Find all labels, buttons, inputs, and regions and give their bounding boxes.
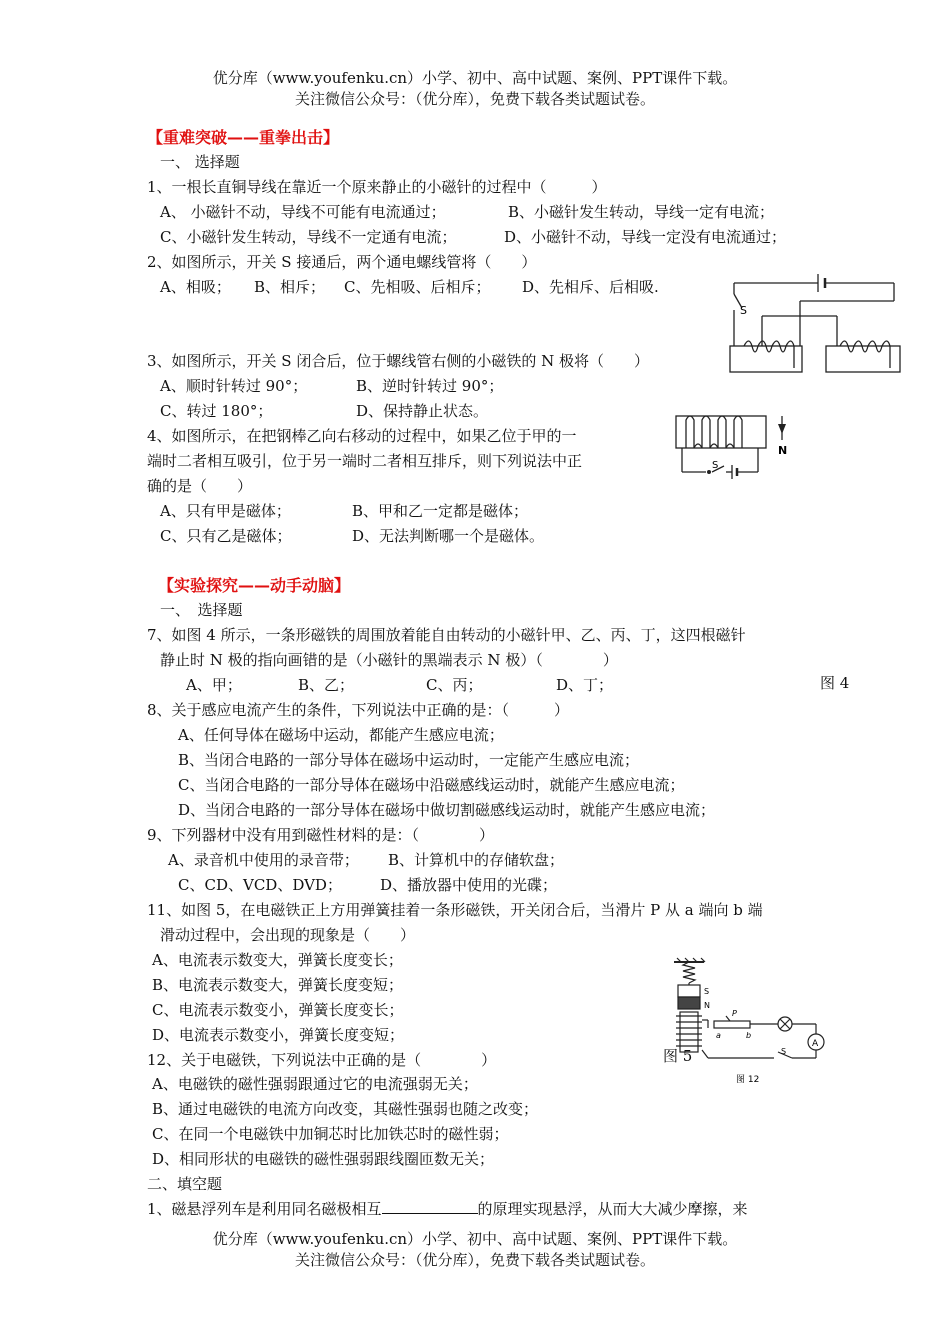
- q1-stem: 1、一根长直铜导线在靠近一个原来静止的小磁针的过程中（ ）: [147, 178, 607, 196]
- q12-option-c: C、在同一个电磁铁中加铜芯时比加铁芯时的磁性弱；: [152, 1125, 509, 1143]
- electromagnet-figure: [660, 958, 830, 1088]
- q1-option-c: C、小磁针发生转动，导线不一定通有电流；: [160, 228, 457, 246]
- fill-q1-after: 的原理实现悬浮，从而大大减少摩擦，来: [477, 1200, 748, 1218]
- q11-stem-2: 滑动过程中，会出现的现象是（ ）: [160, 926, 416, 944]
- q4-option-d: D、无法判断哪一个是磁体。: [352, 527, 545, 545]
- header-line-1: 优分库（www.youfenku.cn）小学、初中、高中试题、案例、PPT课件下载。: [212, 69, 738, 87]
- solenoid-magnet-figure: [672, 410, 800, 490]
- fill-q1: [147, 1199, 748, 1219]
- section-title-1: 【重难突破——重拳出击】: [147, 128, 340, 147]
- q7-stem-1: 7、如图 4 所示，一条形磁铁的周围放着能自由转动的小磁针甲、乙、丙、丁，这四根磁针: [147, 626, 746, 644]
- q9-option-b: B、计算机中的存储软盘；: [388, 851, 565, 869]
- q8-option-a: A、任何导体在磁场中运动，都能产生感应电流；: [178, 726, 504, 744]
- ammeter-label: A: [812, 1039, 819, 1049]
- figure-5-label: 图 5: [663, 1047, 693, 1065]
- q12-option-b: B、通过电磁铁的电流方向改变，其磁性强弱也随之改变；: [152, 1100, 539, 1118]
- q1-option-d: D、小磁针不动，导线一定没有电流通过；: [504, 228, 787, 246]
- q7-option-a: A、甲；: [186, 676, 242, 694]
- switch-s-label: S: [781, 1047, 787, 1056]
- q8-stem: 8、关于感应电流产生的条件，下列说法中正确的是：（ ）: [147, 701, 570, 719]
- footer-line-1: 优分库（www.youfenku.cn）小学、初中、高中试题、案例、PPT课件下载。: [212, 1230, 738, 1248]
- q2-stem: 2、如图所示，开关 S 接通后，两个通电螺线管将（ ）: [147, 253, 537, 271]
- q3-option-a: A、顺时针转过 90°；: [160, 377, 308, 395]
- q2-option-d: D、先相斥、后相吸.: [522, 278, 659, 296]
- two-solenoids-figure: [722, 268, 908, 376]
- q12-stem: 12、关于电磁铁，下列说法中正确的是（ ）: [147, 1051, 497, 1069]
- q12-option-d: D、相同形状的电磁铁的磁性强弱跟线圈匝数无关；: [152, 1150, 495, 1168]
- q8-option-d: D、当闭合电路的一部分导体在磁场中做切割磁感线运动时，就能产生感应电流；: [178, 801, 716, 819]
- q7-option-d: D、丁；: [556, 676, 614, 694]
- q9-stem: 9、下列器材中没有用到磁性材料的是：（ ）: [147, 826, 495, 844]
- q9-option-c: C、CD、VCD、DVD；: [178, 876, 342, 894]
- q12-option-a: A、电磁铁的磁性强弱跟通过它的电流强弱无关；: [152, 1075, 478, 1093]
- q3-option-b: B、逆时针转过 90°；: [356, 377, 504, 395]
- q4-option-c: C、只有乙是磁体；: [160, 527, 292, 545]
- end-b-label: b: [746, 1031, 752, 1040]
- section-subtitle-1: 一、 选择题: [160, 153, 240, 171]
- q3-stem: 3、如图所示，开关 S 闭合后，位于螺线管右侧的小磁铁的 N 极将（ ）: [147, 352, 650, 370]
- slider-p-label: P: [732, 1009, 737, 1018]
- n-pole-label: N: [778, 444, 788, 457]
- section-title-2: 【实验探究——动手动脑】: [158, 576, 351, 595]
- fill-section-title: 二、填空题: [147, 1175, 223, 1193]
- q2-option-b: B、相斥；: [254, 278, 326, 296]
- q7-option-c: C、丙；: [426, 676, 483, 694]
- fill-q1-before: 1、磁悬浮列车是利用同名磁极相互: [147, 1200, 382, 1218]
- q3-option-d: D、保持静止状态。: [356, 402, 489, 420]
- q1-option-b: B、小磁针发生转动，导线一定有电流；: [508, 203, 775, 221]
- footer-line-2: 关注微信公众号：（优分库），免费下载各类试题试卷。: [294, 1251, 655, 1269]
- q7-option-b: B、乙；: [298, 676, 355, 694]
- q11-stem-1: 11、如图 5，在电磁铁正上方用弹簧挂着一条形磁铁，开关闭合后，当滑片 P 从 a 端向 b 端: [147, 901, 763, 919]
- figure-12-caption: 图 12: [736, 1075, 760, 1085]
- q9-option-d: D、播放器中使用的光碟；: [380, 876, 558, 894]
- q1-option-a: A、 小磁针不动，导线不可能有电流通过；: [160, 203, 446, 221]
- q2-option-c: C、先相吸、后相斥；: [344, 278, 491, 296]
- header-line-2: 关注微信公众号：（优分库），免费下载各类试题试卷。: [294, 90, 655, 108]
- fill-q1-blank[interactable]: [382, 1199, 478, 1214]
- q4-option-a: A、只有甲是磁体；: [160, 502, 291, 520]
- q7-stem-2: 静止时 N 极的指向画错的是（小磁针的黑端表示 N 极）（ ）: [160, 651, 618, 669]
- switch-label-2: S: [712, 460, 719, 471]
- figure-4-label: 图 4: [820, 674, 850, 692]
- q11-option-d: D、电流表示数变小，弹簧长度变短；: [152, 1026, 405, 1044]
- q11-option-a: A、电流表示数变大，弹簧长度变长；: [152, 951, 403, 969]
- q4-stem-1: 4、如图所示，在把钢棒乙向右移动的过程中，如果乙位于甲的一: [147, 427, 577, 445]
- q4-option-b: B、甲和乙一定都是磁体；: [352, 502, 529, 520]
- switch-label: S: [740, 304, 747, 317]
- q3-option-c: C、转过 180°；: [160, 402, 273, 420]
- end-a-label: a: [716, 1031, 721, 1040]
- q8-option-c: C、当闭合电路的一部分导体在磁场中沿磁感线运动时，就能产生感应电流；: [178, 776, 685, 794]
- magnet-s-label: S: [704, 987, 710, 996]
- q11-option-c: C、电流表示数变小，弹簧长度变长；: [152, 1001, 404, 1019]
- q9-option-a: A、录音机中使用的录音带；: [168, 851, 359, 869]
- section-subtitle-2: 一、 选择题: [160, 601, 243, 619]
- magnet-n-label: N: [704, 1001, 710, 1010]
- q2-option-a: A、相吸；: [160, 278, 231, 296]
- q4-stem-2: 端时二者相互吸引，位于另一端时二者相互排斥，则下列说法中正: [147, 452, 583, 470]
- q4-stem-3: 确的是（ ）: [147, 477, 253, 495]
- q8-option-b: B、当闭合电路的一部分导体在磁场中运动时，一定能产生感应电流；: [178, 751, 640, 769]
- q11-option-b: B、电流表示数变大，弹簧长度变短；: [152, 976, 404, 994]
